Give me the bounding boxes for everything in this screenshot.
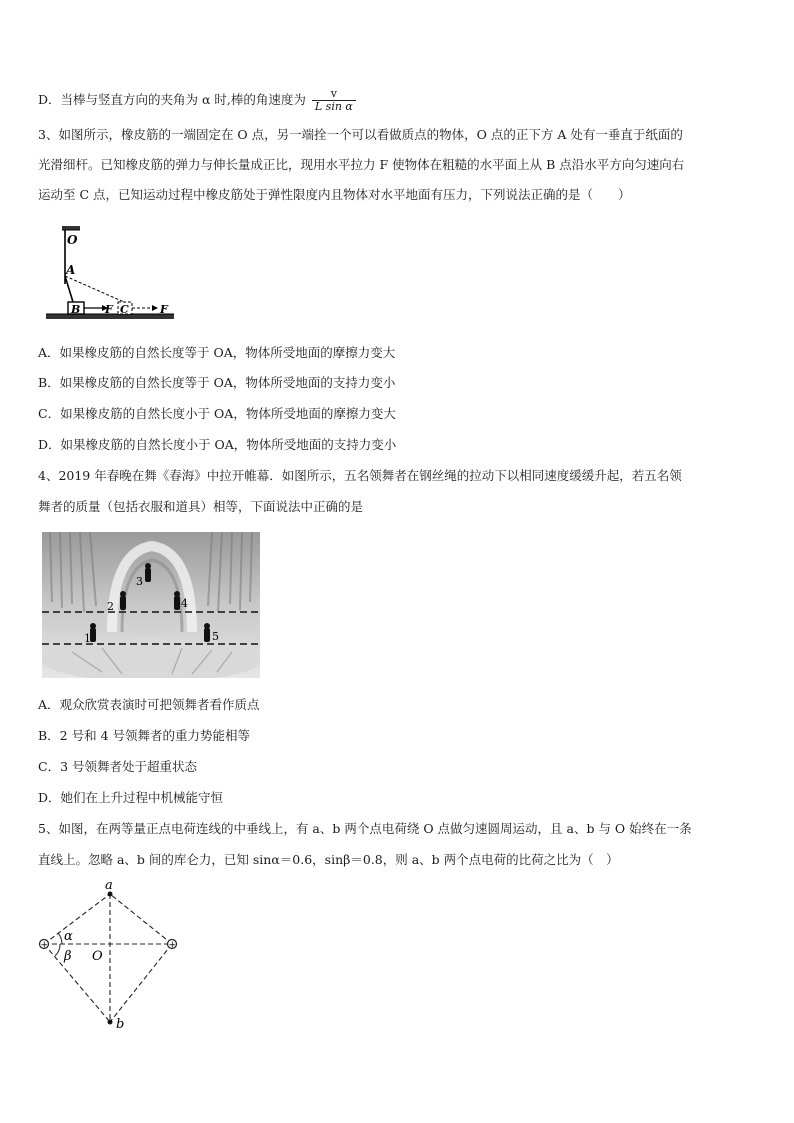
- q4-option-a: A．观众欣赏表演时可把领舞者看作质点: [38, 697, 260, 712]
- q3-figure: [40, 222, 180, 327]
- q4-stem-line-2: 舞者的质量（包括衣服和道具）相等，下面说法中正确的是: [38, 499, 364, 514]
- label-f-2: F: [160, 303, 168, 316]
- q4-option-b: B．2 号和 4 号领舞者的重力势能相等: [38, 728, 251, 743]
- q3-option-a: A．如果橡皮筋的自然长度等于 OA，物体所受地面的摩擦力变大: [38, 345, 396, 360]
- q3-stem-line-3: 运动至 C 点，已知运动过程中橡皮筋处于弹性限度内且物体对水平地面有压力，下列说法正确的是（ ）: [38, 187, 631, 202]
- left-charge-plus: +: [40, 940, 49, 951]
- label-a: a: [105, 878, 113, 893]
- angular-velocity-fraction: [312, 88, 356, 113]
- label-b: b: [116, 1017, 125, 1032]
- label-alpha: α: [64, 929, 73, 944]
- q3-stem-line-2: 光滑细杆。已知橡皮筋的弹力与伸长量成正比，现用水平拉力 F 使物体在粗糙的水平面上从 B 点沿水平方向匀速向右: [38, 157, 685, 172]
- label-f-1: F: [105, 303, 113, 316]
- label-o: O: [67, 233, 78, 247]
- fraction-denominator: L sin α: [314, 100, 353, 113]
- q2-option-d-prefix: D．当棒与竖直方向的夹角为 α 时,棒的角速度为: [38, 92, 306, 107]
- label-beta: β: [64, 949, 72, 964]
- label-a: A: [66, 263, 76, 277]
- dancer-label-4: 4: [181, 597, 188, 610]
- dancer-label-1: 1: [84, 632, 91, 645]
- q5-stem-line-1: 5、如图，在两等量正点电荷连线的中垂线上，有 a、b 两个点电荷绕 O 点做匀速圆周运动，且 a、b 与 O 始终在一条: [38, 821, 692, 836]
- q3-option-d: D．如果橡皮筋的自然长度小于 OA，物体所受地面的支持力变小: [38, 437, 397, 452]
- dancer-label-3: 3: [136, 575, 143, 588]
- q4-option-c: C．3 号领舞者处于超重状态: [38, 759, 197, 774]
- q3-option-c: C．如果橡皮筋的自然长度小于 OA，物体所受地面的摩擦力变大: [38, 406, 396, 421]
- q5-figure: [34, 878, 194, 1036]
- label-b: B: [71, 303, 81, 316]
- label-c: C: [120, 303, 129, 316]
- right-charge-plus: +: [168, 940, 177, 951]
- q2-option-d: [38, 88, 356, 113]
- q4-option-d: D．她们在上升过程中机械能守恒: [38, 790, 224, 805]
- q3-stem-line-1: 3、如图所示，橡皮筋的一端固定在 O 点，另一端拴一个可以看做质点的物体，O 点的正下方 A 处有一垂直于纸面的: [38, 127, 683, 142]
- q5-stem-line-2: 直线上。忽略 a、b 间的库仑力，已知 sinα＝0.6，sinβ＝0.8，则 a、b 两个点电荷的比荷之比为（ ）: [38, 852, 619, 867]
- label-o: O: [92, 949, 103, 964]
- q4-stem-line-1: 4、2019 年春晚在舞《春海》中拉开帷幕．如图所示，五名领舞者在钢丝绳的拉动下以相同速度缓缓升起，若五名领: [38, 468, 682, 483]
- fraction-numerator: v: [312, 88, 356, 101]
- dancer-label-2: 2: [107, 600, 114, 613]
- dancer-label-5: 5: [212, 630, 219, 643]
- q3-option-b: B．如果橡皮筋的自然长度等于 OA，物体所受地面的支持力变小: [38, 375, 396, 390]
- q4-stage-photo: [42, 532, 260, 678]
